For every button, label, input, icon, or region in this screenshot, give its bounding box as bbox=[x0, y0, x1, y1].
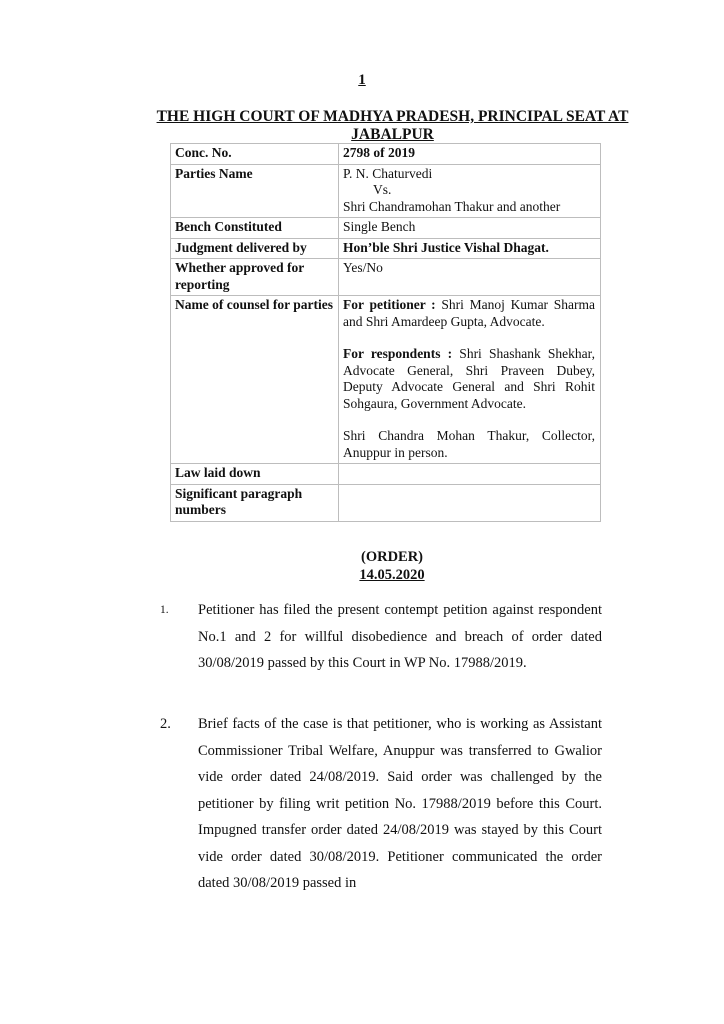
order-heading-block bbox=[0, 548, 724, 584]
order-date: 14.05.2020 bbox=[359, 567, 425, 583]
respondent-counsel bbox=[343, 346, 595, 412]
table-row bbox=[171, 238, 601, 259]
parties-value bbox=[339, 164, 601, 218]
table-row bbox=[171, 464, 601, 485]
table-row bbox=[171, 144, 601, 165]
law-laid-down-label: Law laid down bbox=[171, 464, 339, 485]
court-title: THE HIGH COURT OF MADHYA PRADESH, PRINCIPAL SEAT AT JABALPUR bbox=[156, 108, 629, 143]
parties-label: Parties Name bbox=[171, 164, 339, 218]
bench-label: Bench Constituted bbox=[171, 218, 339, 239]
judgment-value: Hon’ble Shri Justice Vishal Dhagat. bbox=[339, 238, 601, 259]
petitioner-counsel-label: For petitioner : bbox=[343, 297, 436, 312]
table-row bbox=[171, 484, 601, 521]
paragraph-number: 1. bbox=[160, 604, 169, 616]
significant-paragraphs-label: Significant paragraph numbers bbox=[171, 484, 339, 521]
petitioner-name: P. N. Chaturvedi bbox=[343, 165, 433, 181]
bench-value: Single Bench bbox=[339, 218, 601, 239]
approved-label: Whether approved for reporting bbox=[171, 259, 339, 296]
order-paragraph-2 bbox=[160, 711, 602, 897]
table-row bbox=[171, 259, 601, 296]
paragraph-text: Brief facts of the case is that petitioner, who is working as Assistant Commissioner Tribal Welfare, Anuppur was transferred to Gwalior vide order dated 24/08/2019. Said order was challenged by the petitioner by filing writ petition No. 17988/2019 before this Court. Impugned transfer order dated 24/08/2019 was stayed by this Court vide order dated 30/08/2019. Petitioner communicated the order dated 30/08/2019 passed in bbox=[198, 716, 602, 891]
counsel-label: Name of counsel for parties bbox=[171, 296, 339, 464]
respondent-counsel-label: For respondents : bbox=[343, 346, 453, 361]
page-number: 1 bbox=[358, 72, 366, 88]
petitioner-counsel bbox=[343, 297, 595, 330]
conc-no-label: Conc. No. bbox=[171, 144, 339, 165]
paragraph-number: 2. bbox=[160, 716, 171, 732]
in-person-text: Shri Chandra Mohan Thakur, Collector, Anuppur in person. bbox=[343, 428, 595, 460]
table-row bbox=[171, 218, 601, 239]
counsel-value bbox=[339, 296, 601, 464]
table-row bbox=[171, 164, 601, 218]
petitioner-counsel-text: Shri Manoj Kumar Sharma and Shri Amardeep Gupta, Advocate. bbox=[343, 297, 596, 329]
case-info-table bbox=[170, 143, 601, 522]
significant-paragraphs-value bbox=[339, 484, 601, 521]
respondent-name: Shri Chandramohan Thakur and another bbox=[343, 198, 561, 214]
order-paragraph-1 bbox=[160, 597, 602, 677]
paragraph-text: Petitioner has filed the present contempt petition against respondent No.1 and 2 for willful disobedience and breach of order dated 30/08/2019 passed by this Court in WP No. 17988/2019. bbox=[198, 602, 602, 671]
approved-value: Yes/No bbox=[339, 259, 601, 296]
versus-text: Vs. bbox=[373, 182, 392, 197]
respondent-counsel-text: Shri Shashank Shekhar, Advocate General, Shri Praveen Dubey, Deputy Advocate General and Shri Rohit Sohgaura, Government Advocate. bbox=[343, 346, 595, 411]
conc-no-value: 2798 of 2019 bbox=[339, 144, 601, 165]
order-heading: (ORDER) bbox=[360, 549, 424, 565]
judgment-label: Judgment delivered by bbox=[171, 238, 339, 259]
law-laid-down-value bbox=[339, 464, 601, 485]
table-row bbox=[171, 296, 601, 464]
